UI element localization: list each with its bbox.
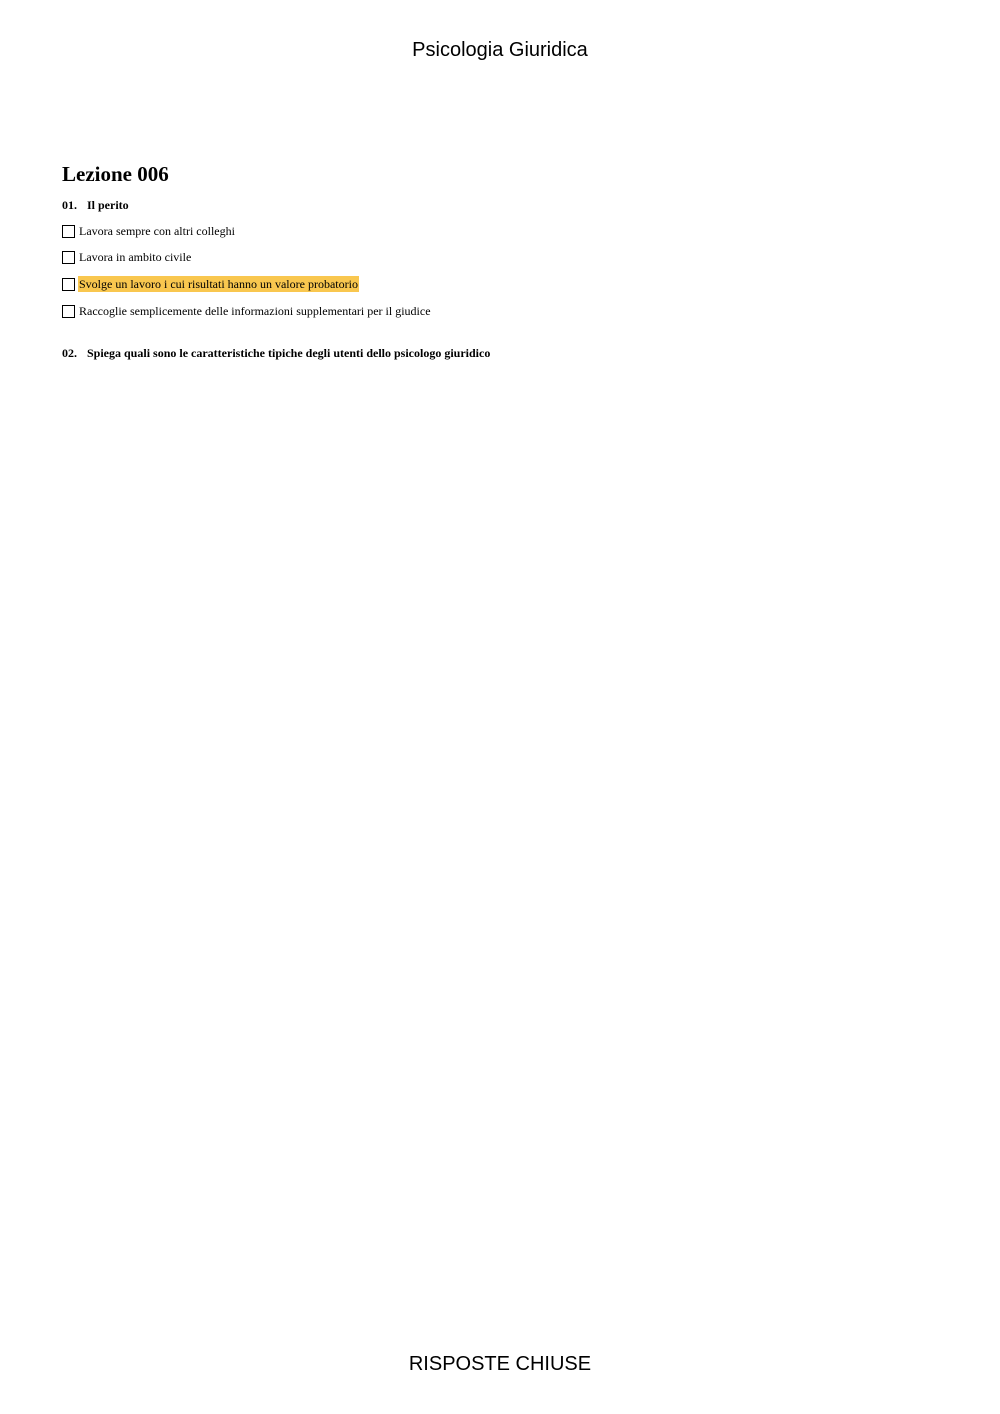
question-number: 01. [62, 198, 77, 212]
answer-option-text: Lavora sempre con altri colleghi [79, 224, 235, 238]
page-footer-label: RISPOSTE CHIUSE [408, 1353, 592, 1375]
question-text: Il perito [87, 198, 129, 212]
lesson-title: Lezione 006 [62, 162, 169, 186]
answer-option-text: Svolge un lavoro i cui risultati hanno un valore probatorio [79, 277, 358, 291]
answer-option-text: Raccoglie semplicemente delle informazioni supplementari per il giudice [79, 304, 431, 318]
answer-option[interactable] [62, 249, 192, 265]
answer-option-text: Lavora in ambito civile [79, 250, 192, 264]
question-1 [62, 197, 129, 213]
checkbox-icon[interactable] [62, 225, 75, 238]
checkbox-icon[interactable] [62, 251, 75, 264]
question-number: 02. [62, 346, 77, 360]
question-2 [62, 345, 490, 361]
answer-option[interactable] [62, 303, 432, 319]
page-header-title: Psicologia Giuridica [412, 39, 588, 61]
answer-option-highlighted[interactable] [62, 276, 359, 292]
question-text: Spiega quali sono le caratteristiche tipiche degli utenti dello psicologo giuridico [87, 346, 491, 360]
checkbox-icon[interactable] [62, 278, 75, 291]
checkbox-icon[interactable] [62, 305, 75, 318]
answer-option[interactable] [62, 223, 236, 239]
